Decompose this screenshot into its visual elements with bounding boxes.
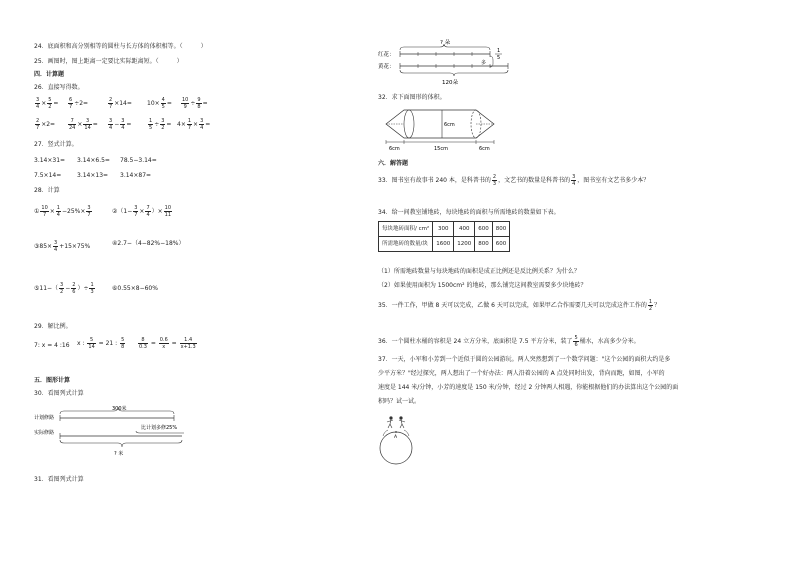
table-row	[379, 237, 510, 252]
q26-r1-c4: 10× $\frac{4}{5}$ =	[147, 97, 172, 110]
q26-row1: $\frac{3}{4}$ × $\frac{5}{2}$ =	[36, 97, 59, 110]
q28-a: ① $\frac{10}{7}$ × $\frac{1}{4}$ −25%× $\frac{3}{7}$	[34, 205, 91, 218]
q29-title: 29．解比例。	[34, 323, 72, 330]
q32-right-label: 6cm	[479, 146, 490, 152]
q34-table	[378, 221, 510, 252]
q24: 24．底面积和高分别相等的圆柱与长方体的体积相等。（ ）	[34, 43, 207, 50]
q36: 36．一个圆柱水桶的容积是 24 立方分米，底面积是 7.5 平方分米，装了 $\frac{5}{6}$ 桶水，水高多少分米。	[378, 335, 640, 348]
q30-bottom-label: ? 米	[114, 451, 124, 457]
q25: 25．画图时，图上距离一定要比实际距离短。（ ）	[34, 58, 183, 65]
q27-r2-c1: 7.5×14=	[34, 172, 62, 179]
q37-line: 积吗？试一试。	[378, 398, 421, 405]
q27-title: 27．竖式计算。	[34, 141, 78, 148]
q31-more-label: 多	[481, 60, 487, 66]
q26-r2-c1: $\frac{2}{7}$ ×2=	[36, 118, 56, 131]
q26-r2-c2: $\frac{7}{24}$ × $\frac{3}{14}$ =	[69, 118, 98, 131]
q27-r2-c3: 3.14×87=	[120, 172, 152, 179]
q34-1: （1）所需地砖数量与每块地砖的面积是成正比例还是反比例关系？为什么？	[378, 268, 580, 275]
q32-title: 32．求下面图形的体积。	[378, 94, 446, 101]
q26-title: 26．直接写得数。	[34, 84, 84, 91]
q37-figure	[378, 410, 414, 468]
q28-f: ⑥0.55×8−60%	[112, 285, 158, 292]
q37-point-a-label: A	[394, 435, 398, 440]
q31-bottom-label: 120朵	[442, 80, 458, 86]
q30-plan-label: 计划修路	[34, 415, 55, 421]
q26-r2-c4: $\frac{1}{5}$ ÷ $\frac{3}{2}$ =	[149, 118, 172, 131]
section-6-title: 六．解答题	[378, 160, 409, 167]
q31-frac-n: 1	[497, 48, 501, 54]
q31-figure	[378, 38, 518, 88]
q32-mid-label: 15cm	[434, 146, 448, 152]
table-cell: 600	[475, 222, 493, 237]
q33: 33．图书室有故事书 240 本，是科普书的 $\frac{2}{3}$ ，文艺书的数量是科普书的 $\frac{3}{4}$ ，图书室有文艺书多少本？	[378, 174, 650, 187]
table-cell: 1200	[454, 237, 475, 252]
q32-left-label: 6cm	[389, 146, 400, 152]
q34-2: （2）如果使用面积为 1500cm² 的地砖，那么铺完这间教室需要多少块地砖？	[378, 282, 587, 289]
q26-r1-c5: $\frac{10}{9}$ ÷ $\frac{9}{8}$ =	[182, 97, 208, 110]
q28-d: ④2.7−（4−82%−18%）	[112, 240, 185, 247]
q27-r2-c2: 3.14×13=	[77, 172, 109, 179]
q31-frac-d: 5	[497, 55, 501, 61]
q29-b: x : $\frac{5}{14}$ = 21 : $\frac{5}{8}$	[77, 337, 125, 350]
q32-height-label: 6cm	[444, 122, 455, 128]
runner-icon	[399, 417, 405, 428]
section-5-title: 五．图形计算	[34, 377, 71, 384]
q28-b: ②（1− $\frac{3}{7}$ × $\frac{7}{4}$ ）× $\frac{10}{11}$	[112, 205, 172, 218]
table-cell: 600	[492, 237, 510, 252]
table-cell: 所需地砖的数量/块	[379, 237, 433, 252]
q31-top-label: ? 朵	[440, 40, 451, 46]
runner-icon	[387, 417, 393, 428]
q31-title: 31．看图列式计算	[34, 476, 84, 483]
q31-red-label: 红花：	[378, 52, 395, 58]
q32-figure	[382, 106, 512, 152]
table-cell: 800	[475, 237, 493, 252]
q34-title: 34．给一间教室铺地砖，每块地砖的面积与所需地砖的数量如下表。	[378, 209, 560, 216]
q28-c: ③85× $\frac{3}{4}$ +15×75%	[34, 240, 91, 253]
q27-r1-c2: 3.14×6.5=	[77, 157, 110, 164]
q26-r1-c3: $\frac{2}{7}$ ×14=	[109, 97, 132, 110]
q35: 35．一件工作，甲做 8 天可以完成，乙做 6 天可以完成，如果甲乙合作需要几天可以完成这件工作的 $\frac{1}{2}$ ？	[378, 299, 661, 312]
q26-r1-c2: $\frac{6}{7}$ ÷2=	[69, 97, 89, 110]
q30-top-label: 300米	[112, 406, 127, 412]
table-cell: 每块地砖面积/ cm²	[379, 222, 433, 237]
q37-line: 速度是 144 米/分钟，小芳的速度是 150 米/分钟，经过 2 分钟两人相遇，你能根据他们的办法算出这个公园的面	[378, 384, 679, 391]
q27-r1-c1: 3.14×31=	[34, 157, 66, 164]
q37-line: 37．一天，小军和小芳到一个近似于圆的公园游玩。两人突然想到了一个数学问题："这个公园的面积大约是多	[378, 356, 671, 363]
section-4-title: 四．计算题	[34, 71, 65, 78]
q26-r2-c5: 4× $\frac{1}{7}$ × $\frac{3}{4}$ =	[177, 118, 211, 131]
q29-c: $\frac{8}{0.3}$ = $\frac{0.6}{x}$ = $\frac{1.4}{x+1.3}$	[139, 337, 196, 350]
q30-figure	[34, 402, 184, 458]
q28-title: 28．计算	[34, 187, 60, 194]
table-row	[379, 222, 510, 237]
q29-a: 7: x = 4 :16	[34, 342, 70, 349]
q31-yellow-label: 黄花：	[378, 64, 395, 70]
q37-line: 少平方米？"经过探究，两人想出了一个好办法：两人沿着公园的 A 点处同时出发，背向而跑，如图，小军的	[378, 370, 665, 377]
q30-title: 30．看图列式计算	[34, 390, 84, 397]
table-cell: 800	[492, 222, 510, 237]
q30-more-label: 比计划多修25%	[141, 425, 178, 431]
q37	[378, 353, 678, 409]
q27-r1-c3: 78.5−3.14=	[120, 157, 157, 164]
q28-e: ⑤11−（ $\frac{3}{2}$ − $\frac{2}{6}$ ）÷ $\frac{1}{3}$	[34, 282, 94, 295]
table-cell: 300	[433, 222, 454, 237]
table-cell: 400	[454, 222, 475, 237]
table-cell: 1600	[433, 237, 454, 252]
q26-r2-c3: $\frac{3}{4}$ − $\frac{3}{4}$ =	[109, 118, 132, 131]
q30-actual-label: 实际修路	[34, 430, 55, 436]
